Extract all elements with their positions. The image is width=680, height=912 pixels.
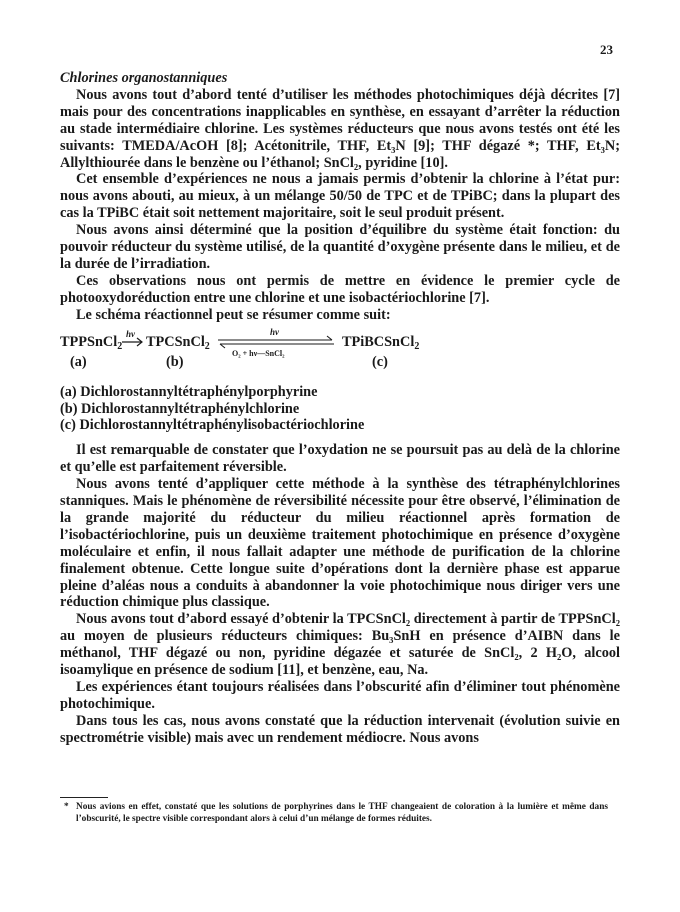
paragraph: Nous avons tout d’abord tenté d’utiliser les méthodes photochimiques déjà décrites [7] mais pour des concentrations inapplicables en synthèse, en essayant d’arrêter la réduction au stade intermédiaire chlorine. Les systèmes réducteurs que nous avons testés ont été les suivants: TMEDA/AcOH [8]; Acétonitrile, THF, Et₃N [9]; THF dégazé *; THF, Et₃N; Allylthiourée dans le benzène ou l’éthanol; SnCl₂, pyridine [10]. [60,86,620,171]
paragraph: Nous avons tout d’abord essayé d’obtenir la TPCSnCl₂ directement à partir de TPPSnCl₂ au moyen de plusieurs réducteurs chimiques: Bu₃SnH en présence d’AIBN dans le méthanol, THF dégazé ou non, pyridine dégazée et saturée de SnCl₂, 2 H₂O, alcool isoamylique en présence de sodium [11], et benzène, eau, Na. [60,611,620,679]
footnote-mark: * [64,802,69,812]
page-number: 23 [600,42,613,57]
section-title: Chlorines organostanniques [60,70,228,86]
paragraph: Cet ensemble d’expériences ne nous a jamais permis d’obtenir la chlorine à l’état pur: nous avons abouti, au mieux, à un mélange 50/50 de TPC et de TPiBC; dans la plupart des cas la TPiBC était soit nettement majoritaire, soit le seul produit présent. [60,171,620,222]
paragraph: Nous avons tenté d’appliquer cette méthode à la synthèse des tétraphénylchlorines stanniques. Mais le phénomène de réversibilité nécessite pour être observé, l’élimination de la grande majorité du réducteur du milieu réactionnel après formation de l’isobactériochlorine, puis un deuxième traitement photochimique en présence d’oxygène moléculaire et enfin, il nous fallait adapter une méthode de purification de la chlorine finalement obtenue. Cette longue suite d’opérations dont la dernière phase est apparue pleine d’aléas nous a conduits à abandonner la voie photochimique nous diriger vers une réduction chimique plus classique. [60,476,620,611]
reaction-scheme [60,326,620,378]
paragraph: Dans tous les cas, nous avons constaté que la réduction intervenait (évolution suivie en spectrométrie visible) mais avec un rendement médiocre. Nous avons [60,712,620,746]
paragraph: Le schéma réactionnel peut se résumer comme suit: [76,306,391,323]
compound-b: TPCSnCl$_2$ [146,333,210,352]
compound-a: TPPSnCl$_2$ [60,333,123,352]
compound-c: TPiBCSnCl$_2$ [342,333,420,352]
legend-item: (c) Dichlorostannyltétraphénylisobactériochlorine [60,417,365,434]
legend-item: (b) Dichlorostannyltétraphénylchlorine [60,400,300,417]
footnote-divider [60,797,108,798]
paragraph: Nous avons ainsi déterminé que la position d’équilibre du système était fonction: du pouvoir réducteur du système utilisé, de la quantité d’oxygène présente dans le milieu, et de la durée de l’irradiation. [60,222,620,272]
compound-legend [60,384,620,435]
arrow1-label: hν [126,328,135,339]
paragraph: Ces observations nous ont permis de mettre en évidence le premier cycle de photooxydoréduction entre une chlorine et une isobactériochlorine [7]. [60,272,620,306]
arrow2-under: O₂ + hν—SnCl₂ [232,348,285,358]
label-a: (a) [70,353,87,370]
legend-item: (a) Dichlorostannyltétraphénylporphyrine [60,383,318,400]
paragraph: Les expériences étant toujours réalisées dans l’obscurité afin d’éliminer tout phénomène photochimique. [60,679,620,712]
label-c: (c) [372,353,388,370]
label-b: (b) [166,353,184,370]
arrow2-label: hν [270,326,279,337]
page-body [60,70,620,747]
paragraph: Il est remarquable de constater que l’oxydation ne se poursuit pas au delà de la chlorine et qu’elle est parfaitement réversible. [60,442,620,476]
footnote-text: Nous avions en effet, constaté que les solutions de porphyrines dans le THF changeaient de coloration à la lumière et même dans l’obscurité, le spectre visible correspondant alors à celui d’un mélange de formes réduites. [76,802,608,825]
footnote [64,801,608,826]
